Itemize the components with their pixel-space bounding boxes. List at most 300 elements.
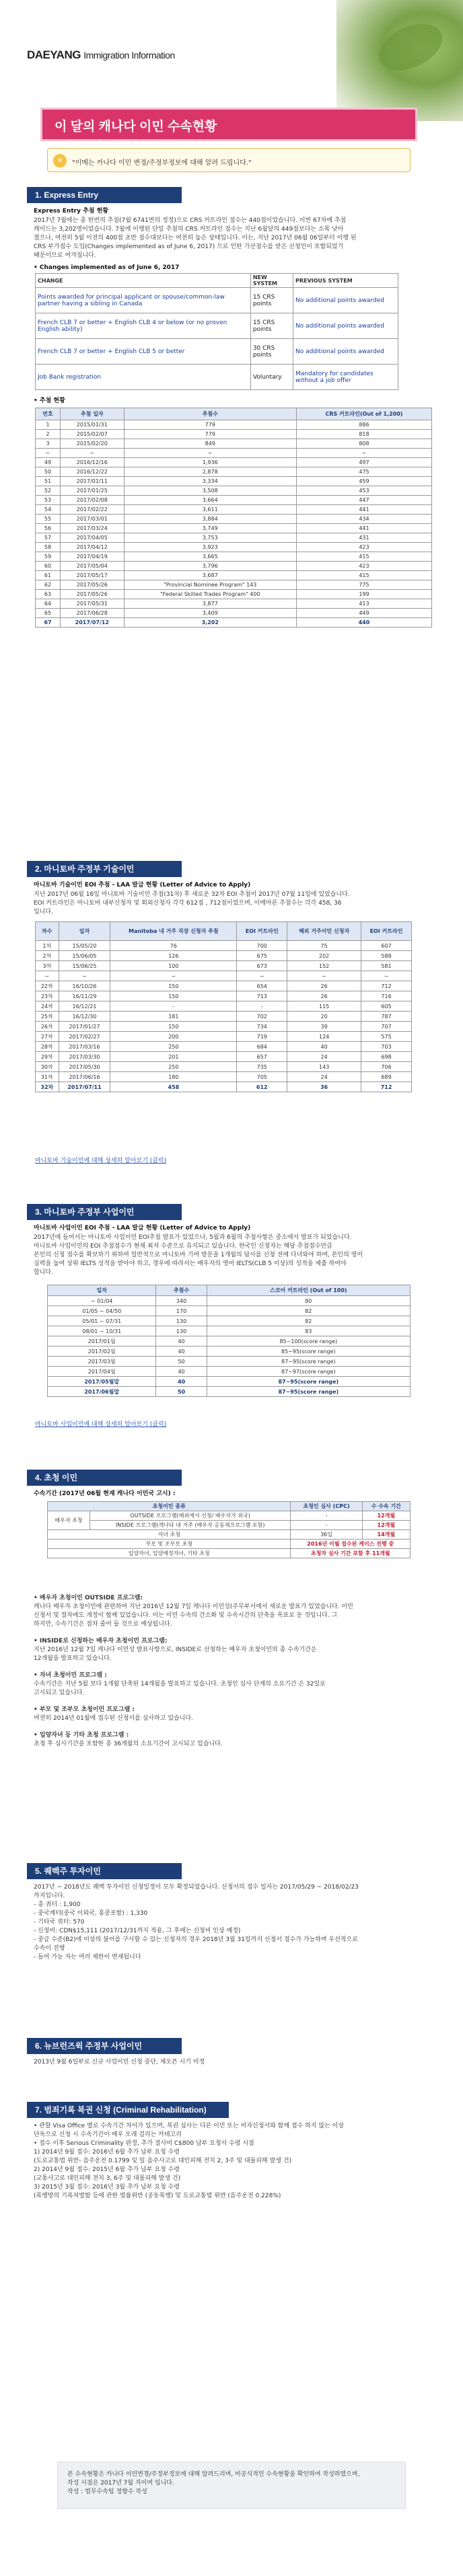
- mb-skilled-cell: 150: [110, 1022, 237, 1032]
- draw-header-cell: 추첨수: [124, 408, 296, 420]
- s7-body-line: (교통사고로 대인피해 전치 3, 6주 및 대물피해 발생 건): [34, 2175, 181, 2182]
- changes-cell: No additional points awarded: [293, 313, 398, 339]
- brand-tagline: Immigration Information: [83, 50, 175, 61]
- draw-cell: 2016/12/22: [61, 467, 124, 477]
- s4-note-title: • INSIDE로 신청하는 배우자 초청이민 프로그램:: [34, 1638, 168, 1644]
- draw-cell: 199: [296, 590, 431, 599]
- mb-skilled-row: [36, 1062, 412, 1072]
- mb-skilled-cell: 702: [237, 1012, 287, 1022]
- mb-skilled-row: [36, 1001, 412, 1012]
- mb-business-cell: 50: [156, 1357, 207, 1367]
- mb-skilled-cell: 28차: [36, 1042, 59, 1052]
- mb-skilled-cell: 32차: [36, 1082, 59, 1092]
- brand-name: DAEYANG: [27, 48, 81, 61]
- mb-skilled-cell: 2차: [36, 951, 59, 961]
- mb-business-cell: 87~95(score range): [207, 1357, 410, 1367]
- draw-cell: 475: [296, 467, 431, 477]
- mb-business-row: [48, 1326, 411, 1336]
- mb-skilled-cell: 115: [287, 1001, 361, 1012]
- draw-cell: 3,687: [124, 571, 296, 580]
- mb-business-row: [48, 1306, 411, 1316]
- changes-header-cell: PREVIOUS SYSTEM: [293, 274, 398, 288]
- intro-text: "이메는 카나다 이민 변경/주정부정보에 대해 알려 드립니다.": [72, 159, 252, 167]
- mb-skilled-cell: 15/06/05: [59, 951, 110, 961]
- draw-header-cell: 추첨 일자: [61, 408, 124, 420]
- draw-cell: 2017/01/25: [61, 486, 124, 496]
- draw-cell: 2015/01/31: [61, 420, 124, 430]
- mb-skilled-header-row: [36, 922, 412, 941]
- mb-business-cell: 170: [156, 1306, 207, 1316]
- changes-table: [35, 273, 398, 390]
- draw-cell: 59: [36, 552, 61, 562]
- sponsor-header-cell: 수 수속 기간: [362, 1502, 410, 1511]
- s2-detail-link[interactable]: 마니토바 기술이민에 대해 상세히 알아보기 (클릭): [35, 1158, 167, 1164]
- draw-cell: 2017/04/05: [61, 533, 124, 543]
- mb-skilled-cell: ~: [110, 971, 237, 981]
- s5-body-line: 까지입니다.: [34, 1893, 65, 1899]
- sponsor-cell: 2016년 이월 접수된 케이스 진행 중: [291, 1540, 411, 1549]
- manitoba-skilled-table: [35, 921, 412, 1092]
- draw-cell: 56: [36, 524, 61, 533]
- s7-body-line: • 접수 이후 Serious Criminality 판정, 추가 절사비 C$800 납부 요청서 수령 시점: [34, 2140, 254, 2147]
- s4-note: [34, 1706, 437, 1723]
- draw-row: [36, 562, 432, 571]
- footer-line: 본 수속현황은 카나다 이민변경/주정부정보에 대해 알려드리며, 비공식적인 수속현황을 확인하여 작성하였으며,: [67, 2471, 360, 2478]
- draw-row: [36, 496, 432, 505]
- mb-business-cell: 2017/03월: [48, 1357, 156, 1367]
- draw-row: [36, 430, 432, 439]
- s5-body-line: - 중국계터(중국 이외국, 홍콩포함) : 1,330: [34, 1910, 148, 1917]
- draw-cell: 3,796: [124, 562, 296, 571]
- s4-note-line: 하지만, 수속기간은 점차 줄어 들 것으로 예상됩니다.: [34, 1621, 172, 1628]
- s4-note-line: 여전히 2014년 01월에 접수된 신청서를 심사하고 있습니다.: [34, 1715, 193, 1722]
- s1-body-line: 2017년 7월에는 총 한번의 추첨(7월 6741번의 정정)으로 CRS 커트라인 점수는 440점이었습니다. 이번 67차에 추첨: [34, 217, 347, 224]
- changes-cell: 30 CRS points: [250, 339, 293, 365]
- draw-cell: 3,753: [124, 533, 296, 543]
- mb-skilled-cell: 15/06/25: [59, 961, 110, 971]
- mb-skilled-cell: 581: [361, 961, 412, 971]
- section-2-header: 2. 마니토바 주정부 기술이민: [27, 861, 182, 877]
- draw-cell: 453: [296, 486, 431, 496]
- draw-row: [36, 524, 432, 533]
- sponsor-header-cell: 초청인 심사 (CPC): [291, 1502, 362, 1511]
- mb-skilled-cell: 735: [237, 1062, 287, 1072]
- draw-label: • 추첨 현황: [34, 397, 65, 404]
- title-banner: [40, 108, 417, 141]
- section-5-header: 5. 퀘벡주 투자이민: [27, 1863, 182, 1879]
- sponsor-row: [48, 1549, 411, 1558]
- mb-skilled-cell: 657: [237, 1052, 287, 1062]
- mb-skilled-row: [36, 1082, 412, 1092]
- s3-heading: 마니토바 사업이민 EOI 추첨 - LAA 발급 현황 (Letter of Advice to Apply): [34, 1225, 251, 1232]
- mb-business-row: [48, 1347, 411, 1357]
- draw-cell: 53: [36, 496, 61, 505]
- mb-skilled-row: [36, 981, 412, 991]
- mb-skilled-header-cell: EOI 커트라인: [237, 922, 287, 941]
- mb-skilled-cell: 588: [361, 951, 412, 961]
- sponsor-cell: 14개월: [362, 1530, 410, 1540]
- mb-skilled-cell: 458: [110, 1082, 237, 1092]
- draw-cell: 497: [296, 458, 431, 467]
- mb-skilled-cell: 181: [110, 1012, 237, 1022]
- mb-skilled-cell: 16/11/29: [59, 991, 110, 1001]
- draw-cell: 57: [36, 533, 61, 543]
- changes-header-cell: CHANGE: [36, 274, 251, 288]
- draw-cell: 808: [296, 439, 431, 449]
- mb-skilled-row: [36, 1072, 412, 1082]
- mb-skilled-header-cell: 일자: [59, 922, 110, 941]
- sponsor-cell: 입양자녀, 입양예정자녀, 기타 초청: [48, 1549, 291, 1558]
- changes-row: [36, 365, 398, 390]
- mb-skilled-cell: 684: [237, 1042, 287, 1052]
- mb-skilled-cell: 575: [361, 1032, 412, 1042]
- mb-skilled-row: [36, 971, 412, 981]
- mb-business-cell: 2017/06월말: [48, 1387, 156, 1397]
- draw-cell: 3,884: [124, 515, 296, 524]
- draw-cell: 3,334: [124, 477, 296, 486]
- draw-cell: 65: [36, 609, 61, 618]
- mb-skilled-cell: 700: [237, 941, 287, 951]
- sponsor-cell: 12개월: [362, 1521, 410, 1530]
- mb-skilled-cell: 706: [361, 1062, 412, 1072]
- draw-row: [36, 552, 432, 562]
- mb-skilled-cell: 607: [361, 941, 412, 951]
- draw-cell: 423: [296, 562, 431, 571]
- mb-skilled-cell: 30차: [36, 1062, 59, 1072]
- s7-body-line: 단독으로 신청 시 수속기간이 매우 오래 걸리는 카테고리: [34, 2131, 182, 2138]
- footer-note: [57, 2462, 406, 2509]
- draw-cell: 818: [296, 430, 431, 439]
- mb-skilled-row: [36, 951, 412, 961]
- mb-skilled-cell: 719: [237, 1032, 287, 1042]
- s2-body-line: 입니다.: [34, 909, 53, 915]
- changes-cell: Mandatory for candidates without a job offer: [293, 365, 398, 390]
- draw-cell: 2: [36, 430, 61, 439]
- draw-cell: 58: [36, 543, 61, 552]
- mb-business-cell: 85~95(score range): [207, 1347, 410, 1357]
- draw-cell: 67: [36, 618, 61, 628]
- mb-skilled-cell: 2017/06/16: [59, 1072, 110, 1082]
- mb-skilled-cell: 23차: [36, 991, 59, 1001]
- draw-cell: 3,409: [124, 609, 296, 618]
- draw-row: [36, 590, 432, 599]
- s7-body-line: (폭행방의 기록처벌함 등에 관한 법률위반 (공동폭행) 및 도로교통법 위반 (음주운전 0.228%): [34, 2193, 281, 2199]
- mb-skilled-header-cell: Manitoba 내 거주 직장 신청자 추첨: [110, 922, 237, 941]
- draw-header-cell: CRS 커트라인(Out of 1,200): [296, 408, 431, 420]
- draw-cell: 3,611: [124, 505, 296, 515]
- s5-body-line: - 총 쿼터 : 1,900: [34, 1901, 81, 1908]
- draw-row: [36, 618, 432, 628]
- mb-skilled-cell: 612: [237, 1082, 287, 1092]
- draw-cell: 447: [296, 496, 431, 505]
- mb-skilled-cell: 698: [361, 1052, 412, 1062]
- mb-business-header-cell: 추첨수: [156, 1285, 207, 1296]
- draw-cell: 440: [296, 618, 431, 628]
- s1-body-line: CRS 부가점수 도입(Changes implemented as of June 6, 2017) 으로 인한 가산점수를 받은 신청인이 포함되었기: [34, 243, 344, 250]
- sponsor-header-cell: 초청이민 종류: [48, 1502, 291, 1511]
- mb-business-cell: 50: [156, 1387, 207, 1397]
- s5-body-line: 2017년 ~ 2018년도 퀘벡 투자이민 신청일정이 모두 확정되었습니다. 신청서의 접수 일자는 2017/05/29 ~ 2018/02/23: [34, 1884, 359, 1891]
- draw-row: [36, 505, 432, 515]
- mb-skilled-cell: 2017/01/27: [59, 1022, 110, 1032]
- draw-cell: 415: [296, 571, 431, 580]
- draw-cell: 779: [124, 420, 296, 430]
- mb-skilled-cell: 31차: [36, 1072, 59, 1082]
- mb-skilled-header-cell: 차수: [36, 922, 59, 941]
- draw-cell: 60: [36, 562, 61, 571]
- mb-skilled-row: [36, 1032, 412, 1042]
- mb-skilled-cell: 703: [361, 1042, 412, 1052]
- changes-row: [36, 339, 398, 365]
- changes-cell: Job Bank registration: [36, 365, 251, 390]
- s4-note-title: • 입양자녀 등 기타 초청 프로그램 :: [34, 1732, 129, 1739]
- changes-header-row: [36, 274, 398, 288]
- mb-skilled-cell: 713: [237, 991, 287, 1001]
- mb-business-header-cell: 스코어 커트라인 (Out of 100): [207, 1285, 410, 1296]
- changes-cell: 15 CRS points: [250, 313, 293, 339]
- section-7-header: 7. 범죄기록 복권 신청 (Criminal Rehabilitation): [27, 2102, 229, 2118]
- draw-cell: 2,878: [124, 467, 296, 477]
- draw-header-row: [36, 408, 432, 420]
- draw-table: [35, 408, 432, 628]
- draw-cell: 2017/02/08: [61, 496, 124, 505]
- changes-cell: No additional points awarded: [293, 339, 398, 365]
- mb-business-row: [48, 1316, 411, 1326]
- mb-skilled-cell: ~: [287, 971, 361, 981]
- mb-business-cell: 40: [156, 1336, 207, 1347]
- section-6-header: 6. 뉴브런즈윅 주정부 사업이민: [27, 2038, 182, 2054]
- draw-row: [36, 609, 432, 618]
- sponsor-row: [48, 1521, 411, 1530]
- draw-row: [36, 515, 432, 524]
- draw-cell: 1: [36, 420, 61, 430]
- draw-cell: 1,936: [124, 458, 296, 467]
- mb-skilled-cell: 200: [110, 1032, 237, 1042]
- s4-note-line: 캐나다 배우자 초청이민에 관련하여 지난 2016년 12월 7일 캐나다 이민성(주무부서에서 새로운 발표가 있었습니다. 이민: [34, 1603, 353, 1610]
- mb-business-cell: 82: [207, 1306, 410, 1316]
- draw-cell: 2017/05/04: [61, 562, 124, 571]
- s4-heading: 수속기간 (2017년 06월 현재 캐나다 이민국 고시) :: [34, 1490, 176, 1497]
- mb-business-header-cell: 일자: [48, 1285, 156, 1296]
- mb-business-cell: 40: [156, 1347, 207, 1357]
- mb-skilled-row: [36, 1042, 412, 1052]
- draw-row: [36, 599, 432, 609]
- draw-cell: 2017/03/24: [61, 524, 124, 533]
- draw-cell: 3,508: [124, 486, 296, 496]
- s3-body-line: 실력을 높여 상위 IELTS 성적을 받아야 하고, 경우에 따라서는 배우자의 영어 IELTS(CLB 5 이상)의 성적을 제출 하여야: [34, 1260, 347, 1267]
- draw-cell: 3,923: [124, 543, 296, 552]
- draw-cell: 3,665: [124, 552, 296, 562]
- draw-row: [36, 458, 432, 467]
- mb-skilled-cell: 143: [287, 1062, 361, 1072]
- draw-cell: 2017/05/26: [61, 590, 124, 599]
- s3-detail-link[interactable]: 마니토바 사업이민에 대해 상세히 알아보기 (클릭): [35, 1421, 167, 1428]
- mb-skilled-row: [36, 991, 412, 1001]
- s4-note-line: 고시되고 있습니다.: [34, 1690, 85, 1696]
- sponsor-cell: -: [291, 1511, 362, 1521]
- draw-cell: 2017/06/28: [61, 609, 124, 618]
- s4-note-line: 초청 후 심사기간을 포함한 총 36개월의 소요기간이 고시되고 있습니다.: [34, 1741, 223, 1747]
- s3-body: [34, 1234, 431, 1277]
- s5-body-line: - 신청비: CDN$15,111 (2017/12/31까지 적용, 그 후에는 신청비 인상 예정): [34, 1928, 241, 1934]
- mb-skilled-cell: 27차: [36, 1032, 59, 1042]
- draw-cell: 49: [36, 458, 61, 467]
- sponsor-row: [48, 1511, 411, 1521]
- mb-skilled-row: [36, 941, 412, 951]
- s1-body-line: 때문이므로 여겨집니다.: [34, 252, 96, 259]
- s4-note-line: 수속기간은 지난 5월 보다 1개월 단축된 14개월을 발표하고 있습니다. 초청인 심사 단계의 소요기간 은 32일로: [34, 1681, 326, 1688]
- s2-body-line: EOI 커트라인은 마니토바 내부신청자 및 회외신청자 각각 612점 , 712점이었으며, 이메마른 추첨수는 각각 458, 36: [34, 900, 342, 907]
- draw-row: [36, 486, 432, 496]
- mb-skilled-cell: 712: [361, 1082, 412, 1092]
- s7-body-line: • 관할 Visa Office 별로 수속기간 차이가 있으며, 복권 심사는 다른 이민 또는 비자신청서와 함께 접수 하지 않는 이상: [34, 2123, 345, 2129]
- draw-cell: 2017/05/26: [61, 580, 124, 590]
- mb-skilled-cell: 2017/05/30: [59, 1062, 110, 1072]
- intro-box: [47, 148, 411, 172]
- draw-cell: 2017/03/01: [61, 515, 124, 524]
- mb-skilled-cell: 2017/02/27: [59, 1032, 110, 1042]
- changes-row: [36, 288, 398, 313]
- section-3-header: 3. 마니토바 주정부 사업이민: [27, 1204, 182, 1220]
- draw-row: [36, 543, 432, 552]
- mb-skilled-cell: ~: [36, 971, 59, 981]
- draw-cell: 415: [296, 552, 431, 562]
- mb-skilled-row: [36, 961, 412, 971]
- s4-note: [34, 1731, 437, 1749]
- draw-cell: 449: [296, 609, 431, 618]
- draw-header-cell: 번호: [36, 408, 61, 420]
- mb-business-cell: 83: [207, 1326, 410, 1336]
- mb-business-cell: 80: [207, 1296, 410, 1306]
- draw-cell: 2015/02/20: [61, 439, 124, 449]
- mb-business-cell: 130: [156, 1316, 207, 1326]
- draw-cell: 779: [124, 430, 296, 439]
- mb-skilled-cell: 15/05/20: [59, 941, 110, 951]
- mb-business-cell: 40: [156, 1367, 207, 1377]
- draw-cell: 2017/04/19: [61, 552, 124, 562]
- mb-skilled-cell: 787: [361, 1012, 412, 1022]
- mb-skilled-cell: 202: [287, 951, 361, 961]
- mb-business-cell: 2017/04월: [48, 1367, 156, 1377]
- mb-business-cell: 85~100(score range): [207, 1336, 410, 1347]
- s5-body-line: - 중급 수준(B2)에 이상의 불어를 구사할 수 있는 신청자의 경우 2018년 3월 31일까지 신청서 접수가 가능하며 우선적으로: [34, 1936, 358, 1943]
- changes-label: • Changes implemented as of June 6, 2017: [34, 264, 180, 271]
- mb-skilled-cell: 654: [237, 981, 287, 991]
- sponsor-cell: -: [291, 1521, 362, 1530]
- draw-cell: ~: [124, 449, 296, 458]
- mb-skilled-cell: ~: [361, 971, 412, 981]
- s3-body-line: 2017년에 들어서는 마니토바 사업이민 EOI추첨 발표가 있었으나, 5월과 6월의 추첨사항은 중소에서 발표가 되었습니다.: [34, 1234, 352, 1241]
- s1-body-line: 졌으나, 여전히 5월 이전의 400점 초반 점수대보다는 여전히 높은 상태입니다. 이는, 지난 2017년 06월 06일부터 이행 된: [34, 235, 357, 241]
- mb-business-cell: ~ 01/04: [48, 1296, 156, 1306]
- mb-skilled-cell: 75: [287, 941, 361, 951]
- draw-cell: ~: [61, 449, 124, 458]
- draw-cell: 52: [36, 486, 61, 496]
- header: [0, 0, 463, 87]
- draw-cell: 431: [296, 533, 431, 543]
- draw-cell: "Federal Skilled Trades Program" 400: [124, 590, 296, 599]
- mb-skilled-cell: 2017/03/16: [59, 1042, 110, 1052]
- s5-body: [34, 1883, 437, 1962]
- mb-business-row: [48, 1296, 411, 1306]
- s7-body-line: 2) 2014년 9월 접수: 2015년 6월 추가 납부 요청 수령: [34, 2166, 180, 2173]
- s1-body: [34, 217, 431, 260]
- s2-heading: 마니토바 기술이민 EOI 추첨 - LAA 발급 현황 (Letter of Advice to Apply): [34, 882, 251, 888]
- mb-skilled-cell: 24차: [36, 1001, 59, 1012]
- mb-skilled-cell: 152: [287, 961, 361, 971]
- mb-business-row: [48, 1336, 411, 1347]
- draw-row: [36, 477, 432, 486]
- s4-note: [34, 1637, 437, 1663]
- sponsor-row: [48, 1530, 411, 1540]
- s1-heading: Express Entry 추첨 현황: [34, 208, 108, 215]
- mb-skilled-cell: ~: [237, 971, 287, 981]
- mb-skilled-cell: 2017/07/11: [59, 1082, 110, 1092]
- mb-skilled-cell: 36: [287, 1082, 361, 1092]
- mb-business-cell: 05/01 ~ 07/31: [48, 1316, 156, 1326]
- s6-body-line: 2013년 9월 6일부로 신규 사업이민 신청 중단, 재오픈 시기 미정: [34, 2059, 205, 2066]
- mb-skilled-cell: ~: [59, 971, 110, 981]
- draw-cell: 3,749: [124, 524, 296, 533]
- draw-row: [36, 571, 432, 580]
- mb-skilled-cell: 16/12/30: [59, 1012, 110, 1022]
- mb-skilled-cell: 22차: [36, 981, 59, 991]
- draw-cell: 2017/05/31: [61, 599, 124, 609]
- s1-body-line: 캐이드는 3,202명이었습니다. 7월에 이행된 단일 추첨의 CRS 커트라인 점수는 지난 6월달의 449점보다는 소폭 낮아: [34, 226, 344, 233]
- draw-cell: 3,664: [124, 496, 296, 505]
- mb-business-cell: 340: [156, 1296, 207, 1306]
- s7-body-line: 1) 2014년 9월 접수: 2016년 6월 추가 납부 요청 수령: [34, 2149, 180, 2156]
- s2-body: [34, 891, 431, 917]
- mb-skilled-cell: 705: [237, 1072, 287, 1082]
- mb-skilled-row: [36, 1022, 412, 1032]
- draw-row: [36, 439, 432, 449]
- mb-skilled-cell: 40: [287, 1042, 361, 1052]
- mb-skilled-cell: 1차: [36, 941, 59, 951]
- s4-note-title: • 자녀 초청이민 프로그램 :: [34, 1672, 107, 1679]
- mb-skilled-cell: 712: [361, 981, 412, 991]
- sponsor-cell: INSIDE 프로그램(캐나다 내 거주 (배우자 공동체프로그램 포함): [90, 1521, 291, 1530]
- mb-skilled-cell: 250: [110, 1042, 237, 1052]
- s3-body-line: 본인의 신청 점수를 확보하기 위하여 일반적으로 마니토바 기여 방문을 1개월의 답사를 신청 전에 다녀와야 하며, 본인의 영어: [34, 1252, 363, 1258]
- draw-cell: 55: [36, 515, 61, 524]
- s5-body-line: - 기타국 쿼터: 570: [34, 1919, 85, 1926]
- mb-skilled-cell: 24: [287, 1052, 361, 1062]
- s5-body-line: - 들어 가능 자는 여러 제한이 면제됩니다: [34, 1954, 141, 1961]
- mb-skilled-cell: 689: [361, 1072, 412, 1082]
- draw-cell: 3: [36, 439, 61, 449]
- s7-body: [34, 2122, 437, 2201]
- changes-cell: Points awarded for principal applicant or spouse/common-law partner having a sibling in Canada: [36, 288, 251, 313]
- changes-cell: 15 CRS points: [250, 288, 293, 313]
- mb-skilled-cell: 24: [287, 1072, 361, 1082]
- mb-skilled-cell: 26: [287, 981, 361, 991]
- changes-cell: Voluntary: [250, 365, 293, 390]
- mb-skilled-cell: 201: [110, 1052, 237, 1062]
- sponsor-cell: 36일: [291, 1530, 362, 1540]
- draw-cell: 2015/02/07: [61, 430, 124, 439]
- mb-skilled-cell: 29차: [36, 1052, 59, 1062]
- mb-business-row: [48, 1367, 411, 1377]
- draw-row: [36, 467, 432, 477]
- s4-note-line: 12개월을 발표하고 있습니다.: [34, 1655, 112, 1662]
- draw-cell: 2017/02/22: [61, 505, 124, 515]
- draw-cell: 849: [124, 439, 296, 449]
- mb-skilled-cell: 100: [110, 961, 237, 971]
- sponsor-cell: 12개월: [362, 1511, 410, 1521]
- mb-skilled-row: [36, 1052, 412, 1062]
- footer-line: 작성 시점은 2017년 7월 지이며 입니다.: [67, 2480, 174, 2487]
